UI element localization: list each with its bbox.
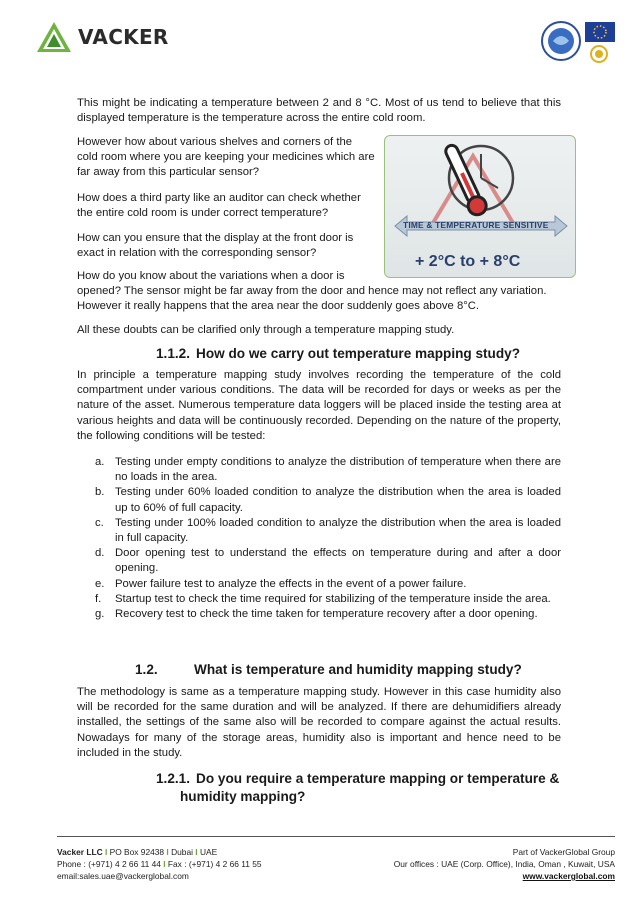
list-text: Recovery test to check the time taken for temperature recovery after a door opening. — [115, 608, 538, 621]
footer-divider — [57, 836, 615, 837]
vacker-leaf-icon — [35, 20, 73, 54]
list-marker: d. — [95, 547, 105, 560]
list-marker: c. — [95, 516, 104, 529]
list-item — [95, 455, 561, 485]
list-marker: g. — [95, 608, 105, 621]
paragraph-methodology: The methodology is same as a temperature mapping study. However in this case humidity also will be recorded for the same duration and will be analyzed. If there are dehumidifiers already installed, the settings of the same also will be recorded to compare against the actual results. Nowadays for many of the storage areas, humidity also is important and hence need to be included in the study. — [77, 686, 561, 759]
footer-po-box: PO Box 92438 — [109, 847, 165, 857]
heading-1-1-2-title: How do we carry out temperature mapping study? — [196, 346, 521, 361]
list-marker: e. — [95, 577, 105, 590]
paragraph-doubts: All these doubts can be clarified only through a temperature mapping study. — [77, 324, 455, 336]
temperature-sensitive-label-image — [384, 135, 576, 278]
paragraph-display-meaning: This might be indicating a temperature between 2 and 8 °C. Most of us tend to believe that this displayed temperature is the temperature across the entire cold room. — [77, 97, 561, 125]
list-item — [95, 607, 561, 622]
heading-1-2-1-number: 1.2.1. — [156, 771, 191, 786]
footer-contact: Phone : (+971) 4 2 66 11 44 I Fax : (+971) 4 2 66 11 55 — [57, 859, 262, 869]
footer-company: Vacker LLC — [57, 847, 103, 857]
footer-website-link[interactable]: www.vackerglobal.com — [522, 871, 615, 881]
heading-1-2-1-title-line2: humidity mapping? — [180, 789, 306, 804]
footer-email[interactable]: email:sales.uae@vackerglobal.com — [57, 871, 189, 881]
list-item — [95, 516, 561, 546]
list-text: Testing under 100% loaded condition to analyze the distribution when the area is loaded in full capacity. — [115, 516, 561, 545]
paragraph-door-question-start: How do you know about the variations when a door is — [77, 270, 345, 282]
paragraph-display-exact-question: How can you ensure that the display at the front door is exact in relation with the corresponding sensor? — [77, 232, 354, 260]
heading-1-2-number: 1.2. — [135, 662, 158, 677]
list-text: Testing under empty conditions to analyze the distribution of temperature when there are no loads in the area. — [115, 456, 561, 484]
paragraph-principle: In principle a temperature mapping study involves recording the temperature of the cold compartment under various conditions. The data will be recorded for days or weeks as per the nature of the asset. Numerous temperature data loggers will be placed inside the testing area at various heights and data will be continuously recorded. Depending on the nature of the property, the following conditions will be tested: — [77, 369, 561, 442]
paragraph-shelves-question: However how about various shelves and corners of the cold room where you are keeping your medicines which are far away from this particular sensor? — [77, 136, 375, 179]
footer-city: Dubai — [171, 847, 193, 857]
list-item — [95, 485, 561, 515]
heading-1-2-title: What is temperature and humidity mapping study? — [194, 662, 522, 677]
list-text: Startup test to check the time required for stabilizing of the temperature inside the area. — [115, 592, 551, 605]
list-item — [95, 546, 561, 576]
certification-seals — [541, 17, 621, 65]
brand-name: VACKER — [78, 25, 169, 49]
list-item — [95, 577, 561, 592]
paragraph-door-question-rest: opened? The sensor might be far away from the door and hence may not reflect any variation. However it really happens that the area near the door suddenly goes above 8°C. — [77, 285, 547, 313]
photo-range-text: + 2°C to + 8°C — [415, 253, 521, 270]
footer-address: Vacker LLC I PO Box 92438 I Dubai I UAE — [57, 847, 218, 857]
list-marker: b. — [95, 486, 105, 499]
list-text: Door opening test to understand the effects on temperature during and after a door opening. — [115, 547, 561, 575]
footer-website-container — [330, 870, 615, 883]
list-marker: f. — [95, 592, 102, 605]
vacker-logo — [35, 20, 169, 54]
list-text: Power failure test to analyze the effects in the event of a power failure. — [115, 577, 467, 590]
footer-fax: Fax : (+971) 4 2 66 11 55 — [167, 859, 262, 869]
footer-phone: Phone : (+971) 4 2 66 11 44 — [57, 859, 161, 869]
footer-group: Part of VackerGlobal Group — [512, 847, 615, 857]
list-marker: a. — [95, 456, 105, 468]
footer-offices: Our offices : UAE (Corp. Office), India, Oman , Kuwait, USA — [393, 859, 615, 869]
paragraph-auditor-question: How does a third party like an auditor can check whether the entire cold room is under correct temperature? — [77, 192, 361, 220]
footer-country: UAE — [199, 847, 218, 857]
heading-1-1-2-number: 1.1.2. — [156, 346, 191, 361]
list-text: Testing under 60% loaded condition to analyze the distribution when the area is loaded up to 60% of full capacity. — [115, 486, 561, 514]
heading-1-2-1-title-line1: Do you require a temperature mapping or temperature & — [196, 771, 560, 786]
list-item — [95, 592, 561, 607]
photo-banner-text: TIME & TEMPERATURE SENSITIVE — [403, 220, 549, 230]
conditions-list — [95, 455, 561, 622]
